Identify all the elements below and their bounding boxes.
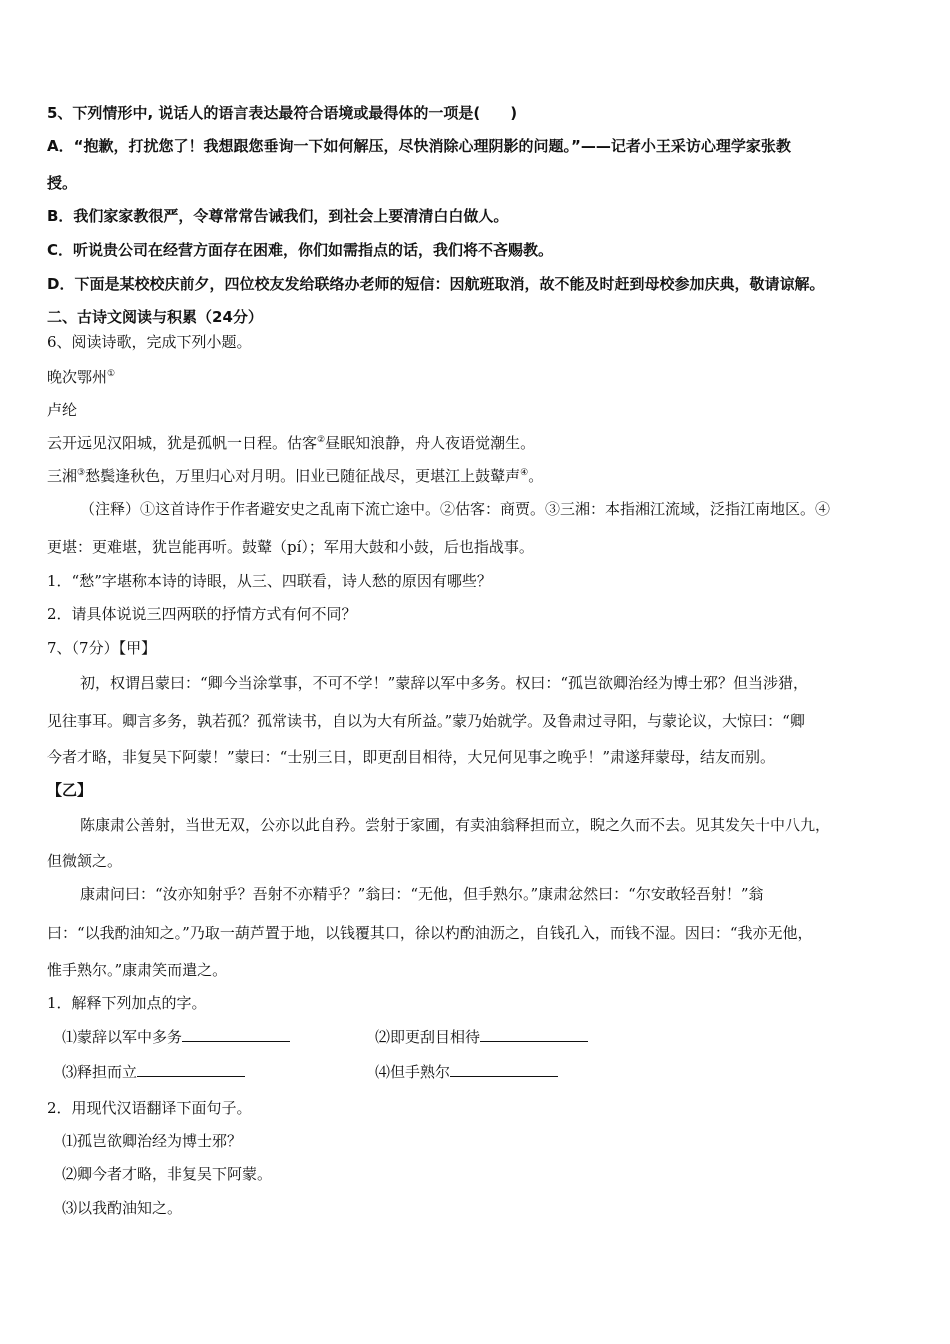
q7-stem: 7、（7分）【甲】 [47, 639, 157, 657]
answer-blank[interactable] [450, 1062, 558, 1077]
q7-item2 [375, 1027, 588, 1047]
q7-sub2: 2．用现代汉语翻译下面句子。 [47, 1099, 252, 1117]
item3-text: ⑶释担而立 [62, 1063, 138, 1081]
poem-line2-b: 愁鬓逢秋色，万里归心对月明。旧业已随征战尽，更堪江上鼓鼙声 [85, 467, 521, 485]
poem-line1-b: 昼眠知浪静，舟人夜语觉潮生。 [325, 434, 536, 452]
item2-text: ⑵即更刮目相待 [375, 1028, 481, 1046]
q7-sub1: 1．解释下列加点的字。 [47, 994, 207, 1012]
yi-para-line5: 惟手熟尔。”康肃笑而遣之。 [47, 961, 228, 979]
note3-mark: ③ [77, 468, 86, 478]
q6-sub1: 1．“愁”字堪称本诗的诗眼，从三、四联看，诗人愁的原因有哪些？ [47, 572, 492, 590]
yi-label: 【乙】 [47, 781, 93, 799]
poem-notes-line1: （注释）①这首诗作于作者避安史之乱南下流亡途中。②估客：商贾。③三湘：本指湘江流域，泛指江南地区。④ [80, 500, 831, 518]
answer-blank[interactable] [480, 1027, 588, 1042]
poem-line1-a: 云开远见汉阳城，犹是孤帆一日程。估客 [47, 434, 318, 452]
q6-stem: 6、阅读诗歌，完成下列小题。 [47, 333, 252, 351]
poem-line-2 [47, 466, 543, 486]
answer-blank[interactable] [137, 1062, 245, 1077]
q5-option-a-line2: 授。 [47, 174, 78, 192]
q5-option-a-line1: A．“抱歉，打扰您了！我想跟您垂询一下如何解压，尽快消除心理阴影的问题。”——记者小王采访心理学家张教 [47, 137, 791, 155]
yi-para-line4: 曰：“以我酌油知之。”乃取一葫芦置于地，以钱覆其口，徐以杓酌油沥之，自钱孔入，而钱不湿。因曰：“我亦无他， [47, 924, 813, 942]
q7-trans2: ⑵卿今者才略，非复吴下阿蒙。 [62, 1165, 273, 1183]
poem-author: 卢纶 [47, 401, 78, 419]
poem-line2-c: 。 [528, 467, 544, 485]
q7-trans1: ⑴孤岂欲卿治经为博士邪？ [62, 1132, 243, 1150]
poem-line-1 [47, 433, 535, 453]
q7-item1 [62, 1027, 290, 1047]
q7-item3 [62, 1062, 245, 1082]
yi-para-line2: 但微颔之。 [47, 852, 123, 870]
poem-title [47, 367, 115, 387]
note1-mark: ① [107, 369, 116, 379]
q7-trans3: ⑶以我酌油知之。 [62, 1199, 183, 1217]
poem-title-text: 晚次鄂州 [47, 368, 108, 386]
poem-notes-line2: 更堪：更难堪，犹岂能再听。鼓鼙（pí）；军用大鼓和小鼓，后也指战事。 [47, 538, 534, 556]
answer-blank[interactable] [182, 1027, 290, 1042]
q5-option-c: C．听说贵公司在经营方面存在困难，你们如需指点的话，我们将不吝赐教。 [47, 241, 554, 259]
q6-sub2: 2．请具体说说三四两联的抒情方式有何不同？ [47, 605, 357, 623]
yi-para-line3: 康肃问曰：“汝亦知射乎？吾射不亦精乎？”翁曰：“无他，但手熟尔。”康肃忿然曰：“尔安敢轻吾射！”翁 [80, 885, 764, 903]
jia-para-line2: 见往事耳。卿言多务，孰若孤？孤常读书，自以为大有所益。”蒙乃始就学。及鲁肃过寻阳，与蒙论议，大惊曰：“卿 [47, 712, 805, 730]
q5-option-d: D．下面是某校校庆前夕，四位校友发给联络办老师的短信：因航班取消，故不能及时赶到母校参加庆典，敬请谅解。 [47, 275, 825, 293]
item1-text: ⑴蒙辞以军中多务 [62, 1028, 183, 1046]
note2-mark: ② [317, 435, 326, 445]
q7-item4 [375, 1062, 558, 1082]
jia-para-line1: 初，权谓吕蒙曰：“卿今当涂掌事，不可不学！”蒙辞以军中多务。权曰：“孤岂欲卿治经为博士邪？但当涉猎， [80, 674, 809, 692]
q5-option-b: B．我们家家教很严，令尊常常告诫我们，到社会上要清清白白做人。 [47, 207, 509, 225]
yi-para-line1: 陈康肃公善射，当世无双，公亦以此自矜。尝射于家圃，有卖油翁释担而立，睨之久而不去。见其发矢十中八九， [80, 816, 831, 834]
jia-para-line3: 今者才略，非复吴下阿蒙！”蒙曰：“士别三日，即更刮目相待，大兄何见事之晚乎！”肃遂拜蒙母，结友而别。 [47, 748, 776, 766]
section2-title: 二、古诗文阅读与积累（24分） [47, 308, 263, 326]
poem-line2-a: 三湘 [47, 467, 78, 485]
q5-stem: 5、下列情形中, 说话人的语言表达最符合语境或最得体的一项是( ) [47, 104, 518, 122]
item4-text: ⑷但手熟尔 [375, 1063, 451, 1081]
note4-mark: ④ [520, 468, 529, 478]
